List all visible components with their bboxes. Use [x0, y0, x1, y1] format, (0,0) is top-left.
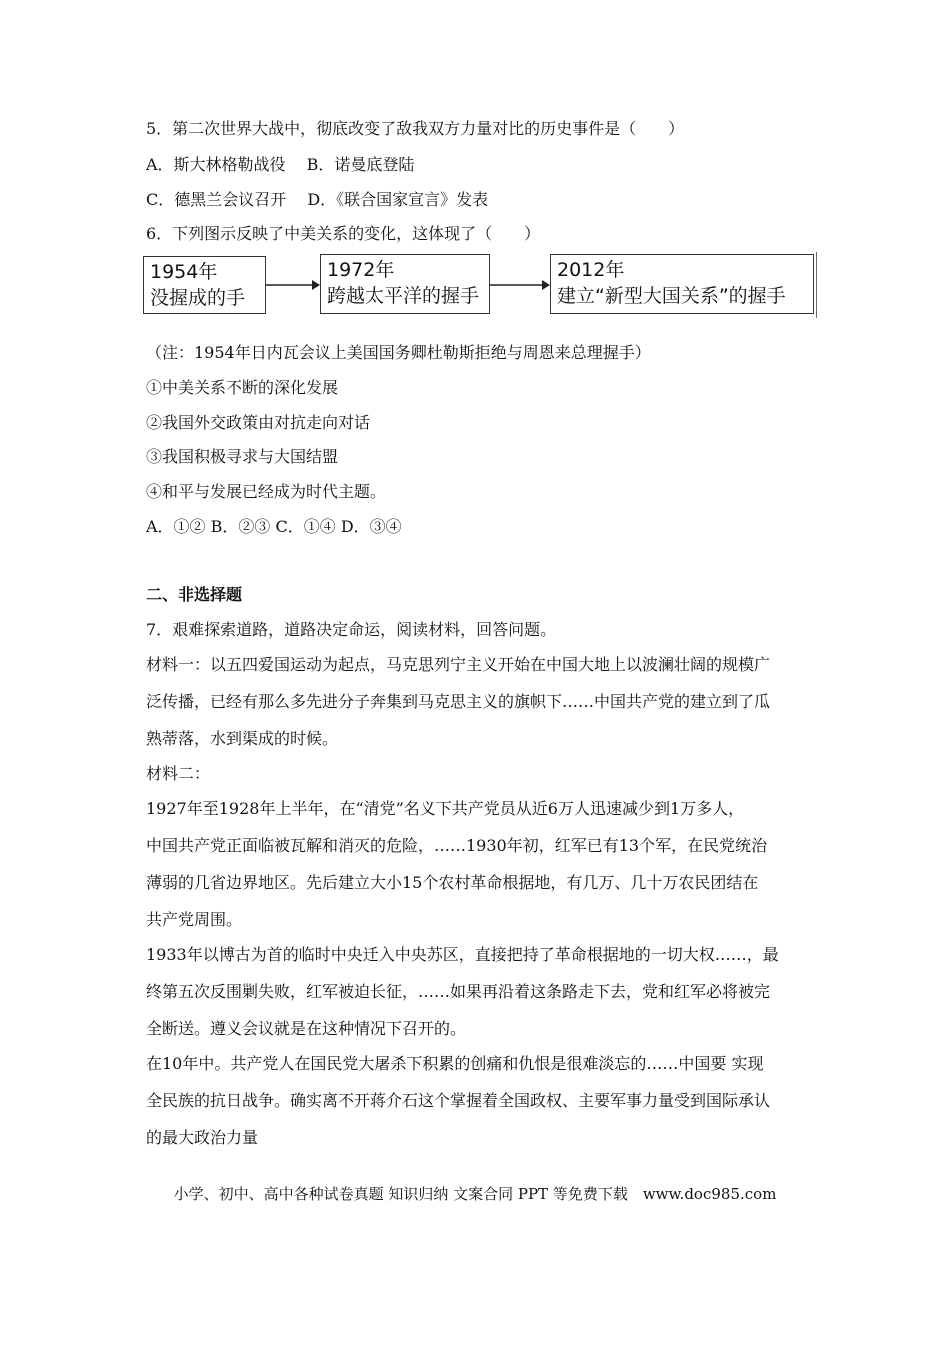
section-heading: 二、非选择题 [146, 585, 243, 604]
q7-stem: 7．艰难探索道路，道路决定命运，阅读材料，回答问题。 [146, 620, 557, 639]
diagram-edge-line [816, 252, 817, 318]
q6-item: ①中美关系不断的深化发展 [146, 378, 339, 397]
diagram-text: 没握成的手 [150, 287, 246, 309]
diagram-year: 1954年 [150, 261, 218, 283]
q6-note: （注：1954年日内瓦会议上美国国务卿杜勒斯拒绝与周恩来总理握手） [146, 343, 651, 362]
q5-options-row2: C．德黑兰会议召开 D．《联合国家宣言》发表 [146, 190, 489, 209]
q6-options: A．①② B．②③ C．①④ D．③④ [146, 517, 402, 536]
q5-options-row1: A．斯大林格勒战役 B．诺曼底登陆 [146, 155, 415, 174]
diagram-year: 2012年 [557, 259, 625, 281]
q5-stem: 5．第二次世界大战中，彻底改变了敌我双方力量对比的历史事件是（ ） [146, 119, 685, 138]
diagram-box-1954 [143, 256, 266, 314]
material2-label: 材料二： [146, 764, 211, 783]
material2-line: 全民族的抗日战争。确实离不开蒋介石这个掌握着全国政权、主要军事力量受到国际承认 [146, 1091, 771, 1110]
material2-line: 的最大政治力量 [146, 1128, 259, 1147]
q6-item: ③我国积极寻求与大国结盟 [146, 447, 339, 466]
diagram-year: 1972年 [327, 259, 395, 281]
material2-line: 1927年至1928年上半年，在“清党”名义下共产党员从近6万人迅速减少到1万多人， [146, 799, 745, 818]
arrow-icon [266, 278, 320, 292]
diagram-box-2012 [550, 254, 814, 314]
q6-item: ④和平与发展已经成为时代主题。 [146, 482, 387, 501]
material2-line: 终第五次反围剿失败，红军被迫长征，……如果再沿着这条路走下去，党和红军必将被完 [146, 982, 771, 1001]
material2-line: 中国共产党正面临被瓦解和消灭的危险，……1930年初，红军已有13个军，在民党统治 [146, 836, 768, 855]
material1-line: 材料一：以五四爱国运动为起点，马克思列宁主义开始在中国大地上以波澜壮阔的规模广 [146, 655, 771, 674]
page-footer: 小学、初中、高中各种试卷真题 知识归纳 文案合同 PPT 等免费下载 www.doc985.com [173, 1185, 777, 1203]
q6-stem: 6．下列图示反映了中美关系的变化，这体现了（ ） [146, 224, 541, 243]
material2-line: 在10年中。共产党人在国民党大屠杀下积累的创痛和仇恨是很难淡忘的……中国要 实现 [146, 1054, 764, 1073]
material2-line: 共产党周围。 [146, 910, 243, 929]
material1-line: 熟蒂落，水到渠成的时候。 [146, 729, 339, 748]
q6-item: ②我国外交政策由对抗走向对话 [146, 413, 371, 432]
material2-line: 全断送。遵义会议就是在这种情况下召开的。 [146, 1019, 467, 1038]
material2-line: 薄弱的几省边界地区。先后建立大小15个农村革命根据地，有几万、几十万农民团结在 [146, 873, 759, 892]
arrow-icon [490, 278, 550, 292]
material2-line: 1933年以博古为首的临时中央迁入中央苏区，直接把持了革命根据地的一切大权……，最 [146, 945, 779, 964]
material1-line: 泛传播，已经有那么多先进分子奔集到马克思主义的旗帜下……中国共产党的建立到了瓜 [146, 692, 771, 711]
diagram-box-1972 [320, 254, 490, 314]
diagram-text: 建立“新型大国关系”的握手 [557, 285, 786, 307]
diagram-text: 跨越太平洋的握手 [327, 285, 480, 307]
